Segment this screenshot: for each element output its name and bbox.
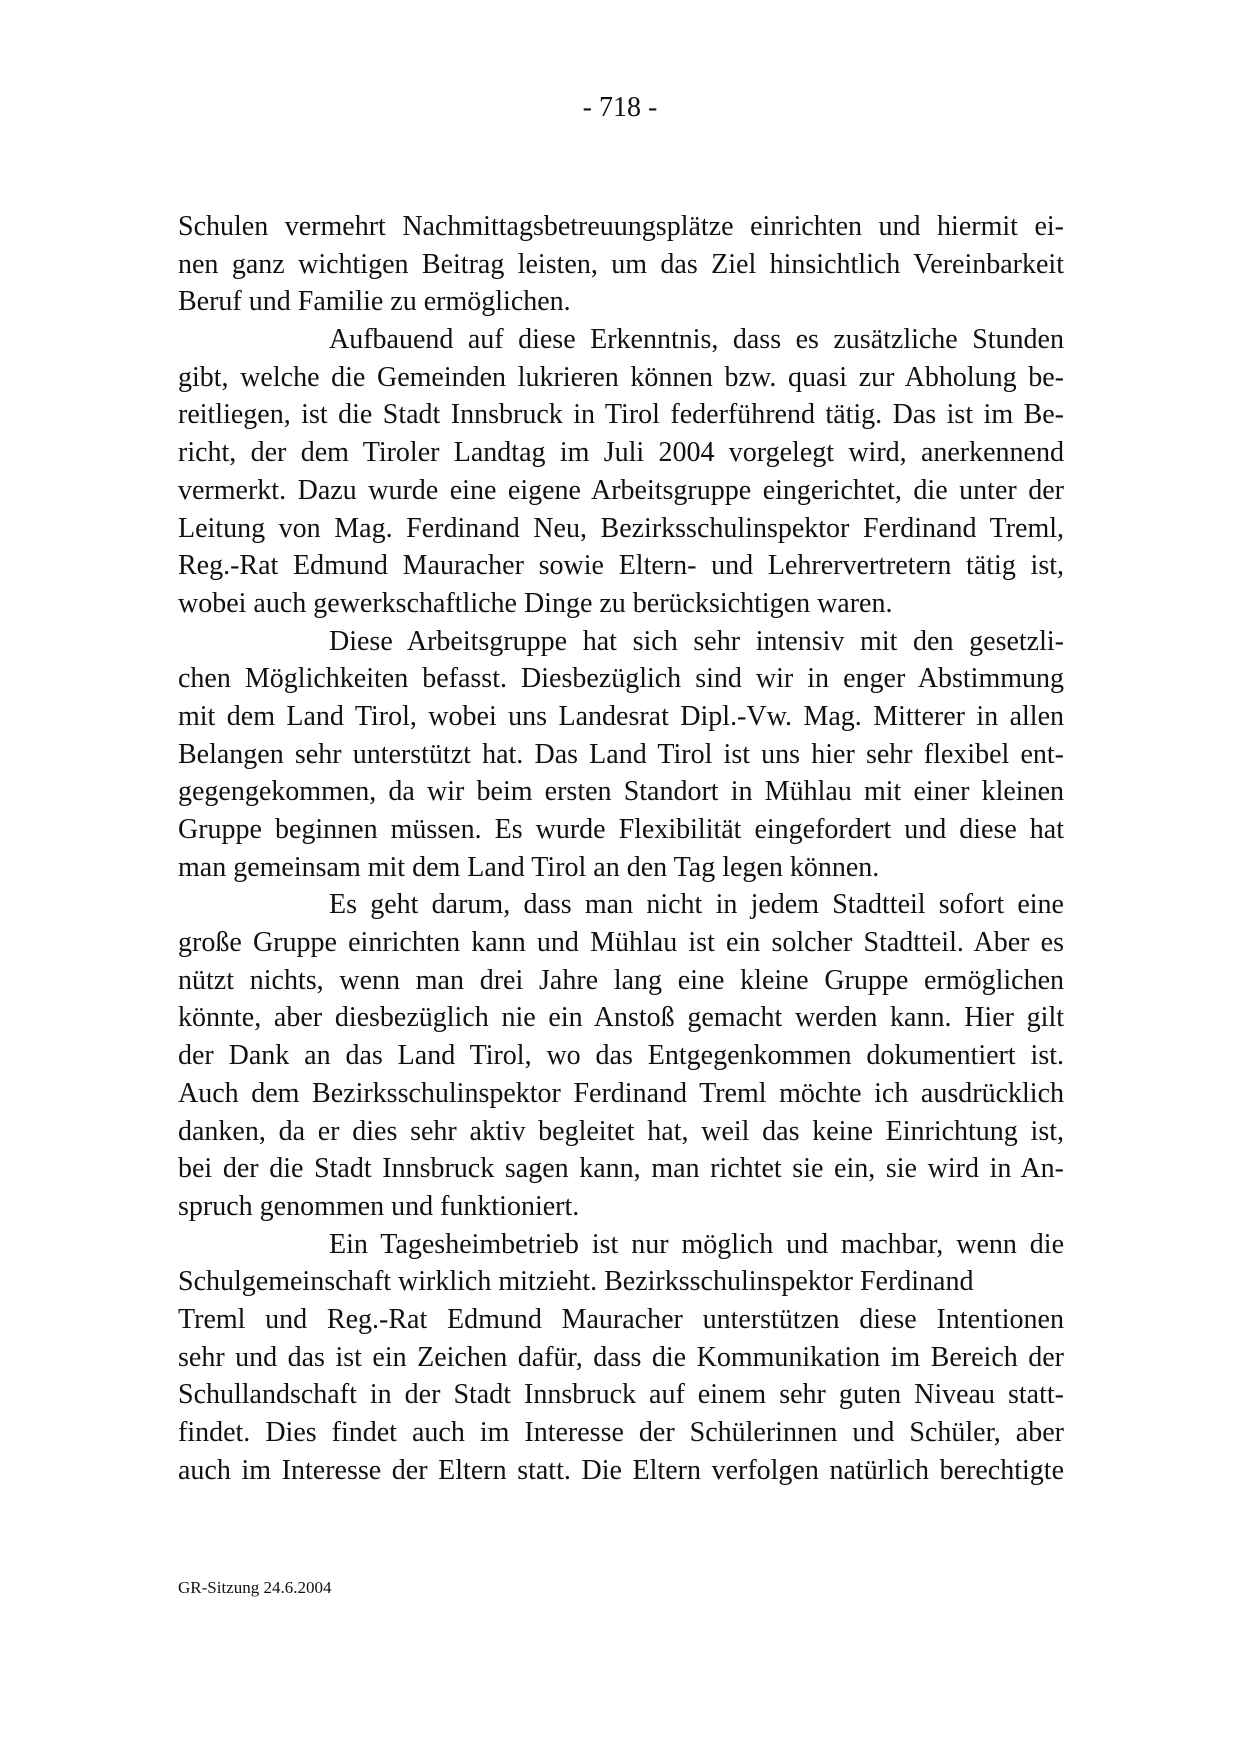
text-line: Diese Arbeitsgruppe hat sich sehr intensiv mit den gesetzli- bbox=[329, 625, 1064, 657]
text-line: mit dem Land Tirol, wobei uns Landesrat Dipl.-Vw. Mag. Mitterer in allen bbox=[178, 700, 1064, 732]
text-line: Auch dem Bezirksschulinspektor Ferdinand Treml möchte ich ausdrücklich bbox=[178, 1077, 1064, 1109]
text-line: Gruppe beginnen müssen. Es wurde Flexibilität eingefordert und diese hat bbox=[178, 814, 1064, 845]
text-line: Reg.-Rat Edmund Mauracher sowie Eltern- und Lehrervertretern tätig ist, bbox=[178, 550, 1064, 582]
text-line: findet. Dies findet auch im Interesse der Schülerinnen und Schüler, aber bbox=[178, 1417, 1064, 1448]
text-line: Schulgemeinschaft wirklich mitzieht. Bezirksschulinspektor Ferdinand bbox=[178, 1266, 974, 1298]
text-line: spruch genommen und funktioniert. bbox=[178, 1190, 580, 1222]
page-number: - 718 - bbox=[582, 92, 658, 123]
text-line: vermerkt. Dazu wurde eine eigene Arbeitsgruppe eingerichtet, die unter der bbox=[178, 474, 1064, 506]
text-line: richt, der dem Tiroler Landtag im Juli 2004 vorgelegt wird, anerkennend bbox=[178, 437, 1064, 469]
text-line: der Dank an das Land Tirol, wo das Entgegenkommen dokumentiert ist. bbox=[178, 1040, 1064, 1072]
text-line: bei der die Stadt Innsbruck sagen kann, man richtet sie ein, sie wird in An- bbox=[178, 1153, 1064, 1185]
text-line: auch im Interesse der Eltern statt. Die Eltern verfolgen natürlich berechtigte bbox=[178, 1454, 1064, 1486]
text-line: Schulen vermehrt Nachmittagsbetreuungsplätze einrichten und hiermit ei- bbox=[178, 211, 1064, 242]
text-line: gibt, welche die Gemeinden lukrieren können bzw. quasi zur Abholung be- bbox=[178, 361, 1064, 393]
text-line: Es geht darum, dass man nicht in jedem Stadtteil sofort eine bbox=[329, 889, 1064, 921]
text-line: Ein Tagesheimbetrieb ist nur möglich und machbar, wenn die bbox=[329, 1228, 1064, 1260]
text-line: nützt nichts, wenn man drei Jahre lang eine kleine Gruppe ermöglichen bbox=[178, 964, 1064, 996]
footer-session-date: GR-Sitzung 24.6.2004 bbox=[178, 1578, 332, 1597]
text-line: große Gruppe einrichten kann und Mühlau ist ein solcher Stadtteil. Aber es bbox=[178, 927, 1064, 959]
text-line: sehr und das ist ein Zeichen dafür, dass die Kommunikation im Bereich der bbox=[178, 1341, 1064, 1373]
text-line: reitliegen, ist die Stadt Innsbruck in Tirol federführend tätig. Das ist im Be- bbox=[178, 399, 1064, 431]
text-line: wobei auch gewerkschaftliche Dinge zu berücksichtigen waren. bbox=[178, 587, 893, 619]
text-line: danken, da er dies sehr aktiv begleitet hat, weil das keine Einrichtung ist, bbox=[178, 1115, 1064, 1147]
body-text bbox=[178, 208, 1064, 1489]
text-line: man gemeinsam mit dem Land Tirol an den Tag legen können. bbox=[178, 851, 880, 883]
text-line: könnte, aber diesbezüglich nie ein Anstoß gemacht werden kann. Hier gilt bbox=[178, 1002, 1064, 1034]
text-line: Beruf und Familie zu ermöglichen. bbox=[178, 286, 571, 318]
text-line: Schullandschaft in der Stadt Innsbruck auf einem sehr guten Niveau statt- bbox=[178, 1379, 1064, 1411]
text-line: chen Möglichkeiten befasst. Diesbezüglich sind wir in enger Abstimmung bbox=[178, 663, 1064, 695]
text-line: Treml und Reg.-Rat Edmund Mauracher unterstützen diese Intentionen bbox=[178, 1303, 1064, 1335]
text-line: nen ganz wichtigen Beitrag leisten, um das Ziel hinsichtlich Vereinbarkeit bbox=[178, 248, 1064, 280]
text-line: gegengekommen, da wir beim ersten Standort in Mühlau mit einer kleinen bbox=[178, 776, 1064, 808]
text-line: Belangen sehr unterstützt hat. Das Land Tirol ist uns hier sehr flexibel ent- bbox=[178, 738, 1064, 770]
text-line: Aufbauend auf diese Erkenntnis, dass es zusätzliche Stunden bbox=[329, 324, 1064, 356]
text-line: Leitung von Mag. Ferdinand Neu, Bezirksschulinspektor Ferdinand Treml, bbox=[178, 512, 1064, 544]
